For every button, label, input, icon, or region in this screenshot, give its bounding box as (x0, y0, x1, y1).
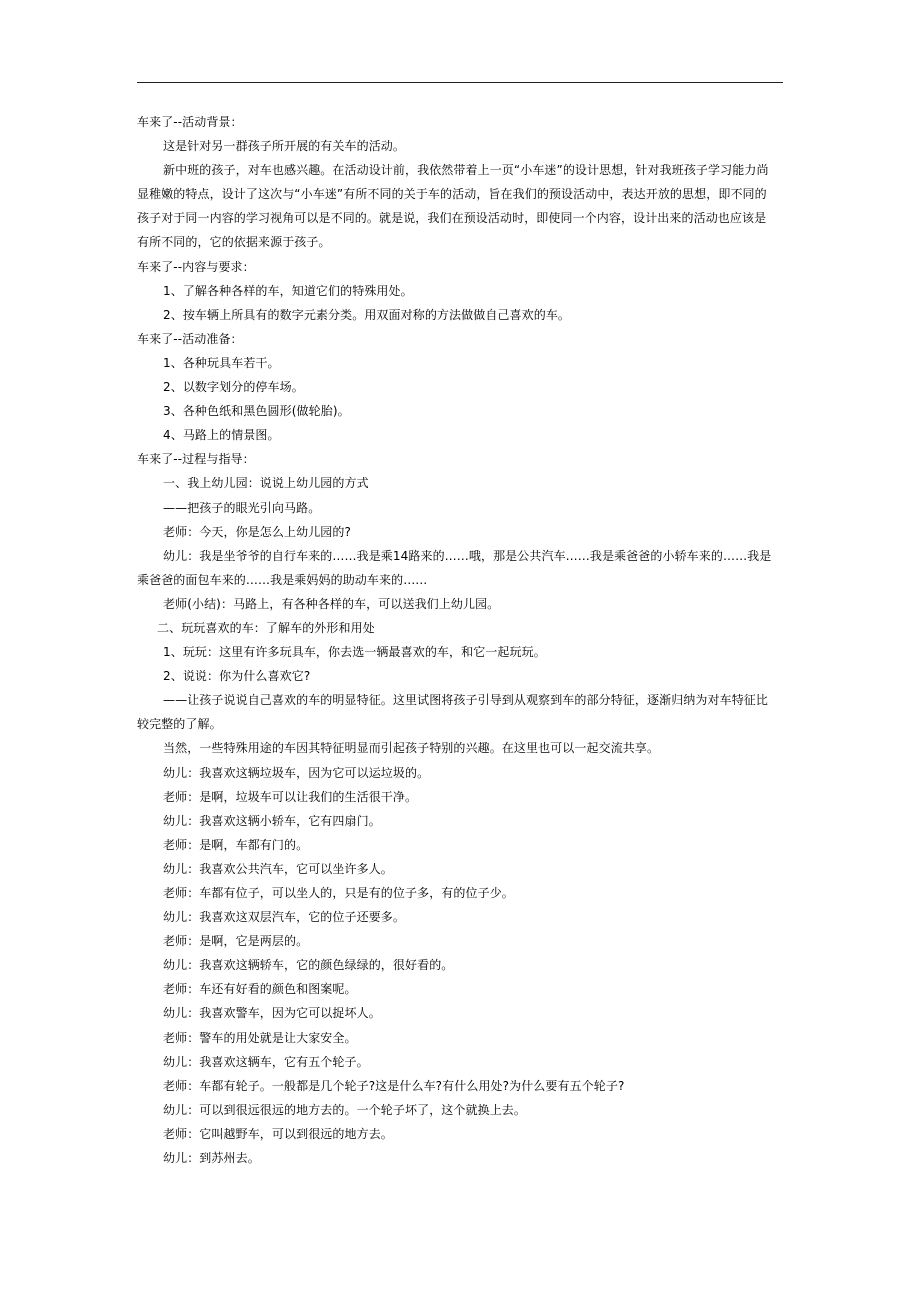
text-line: 一、我上幼儿园：说说上幼儿园的方式 (163, 476, 369, 491)
text-line: 孩子对于同一内容的学习视角可以是不同的。就是说，我们在预设活动时，即使同一个内容，设计出来的活动也应该是 (137, 211, 767, 226)
text-line: 3、各种色纸和黑色圆形(做轮胎)。 (163, 404, 350, 419)
text-line: 老师：警车的用处就是让大家安全。 (163, 1030, 357, 1045)
text-line: ——让孩子说说自己喜欢的车的明显特征。这里试图将孩子引导到从观察到车的部分特征，逐渐归纳为对车特征比 (163, 693, 769, 708)
text-line: 车来了--活动背景： (137, 115, 243, 129)
text-line: 幼儿：我是坐爷爷的自行车来的……我是乘14路来的……哦，那是公共汽车……我是乘爸爸的小轿车来的……我是 (163, 548, 772, 563)
text-line: 有所不同的，它的依据来源于孩子。 (137, 235, 331, 250)
text-line: 老师：今天，你是怎么上幼儿园的? (163, 524, 351, 539)
text-line: 车来了--内容与要求： (137, 259, 255, 274)
text-line: 老师(小结)：马路上，有各种各样的车，可以送我们上幼儿园。 (163, 596, 500, 611)
text-line: ——把孩子的眼光引向马路。 (163, 500, 321, 515)
text-line: 较完整的了解。 (137, 717, 222, 732)
text-line: 幼儿：可以到很远很远的地方去的。一个轮子坏了，这个就换上去。 (163, 1102, 527, 1117)
text-line: 车来了--过程与指导： (137, 452, 255, 467)
text-line: 新中班的孩子，对车也感兴趣。在活动设计前，我依然带着上一页“小车迷”的设计思想，针对我班孩子学习能力尚 (163, 163, 769, 178)
text-line: 幼儿：我喜欢这辆车，它有五个轮子。 (163, 1054, 369, 1069)
document-body (137, 110, 783, 1170)
text-line: 老师：是啊，它是两层的。 (163, 934, 309, 949)
text-line: 二、玩玩喜欢的车：了解车的外形和用处 (157, 620, 375, 635)
text-line: 2、按车辆上所具有的数字元素分类。用双面对称的方法做做自己喜欢的车。 (163, 307, 571, 322)
text-line: 1、玩玩：这里有许多玩具车，你去选一辆最喜欢的车，和它一起玩玩。 (163, 645, 546, 660)
text-line: 幼儿：我喜欢这辆垃圾车，因为它可以运垃圾的。 (163, 765, 430, 780)
text-line: 幼儿：我喜欢这双层汽车，它的位子还要多。 (163, 910, 406, 925)
text-line: 4、马路上的情景图。 (163, 428, 280, 443)
text-line: 幼儿：到苏州去。 (163, 1151, 260, 1166)
text-line: 幼儿：我喜欢公共汽车，它可以坐许多人。 (163, 861, 393, 876)
text-line: 1、各种玩具车若干。 (163, 355, 280, 370)
text-line: 老师：是啊，垃圾车可以让我们的生活很干净。 (163, 789, 418, 804)
text-line: 老师：车都有轮子。一般都是几个轮子?这是什么车?有什么用处?为什么要有五个轮子? (163, 1078, 625, 1093)
text-line: 1、了解各种各样的车，知道它们的特殊用处。 (163, 283, 413, 298)
text-line: 幼儿：我喜欢这辆轿车，它的颜色绿绿的，很好看的。 (163, 958, 454, 973)
text-line: 车来了--活动准备： (137, 331, 243, 346)
text-line: 老师：是啊，车都有门的。 (163, 837, 309, 852)
text-line: 幼儿：我喜欢警车，因为它可以捉坏人。 (163, 1006, 381, 1021)
text-line: 老师：车都有位子，可以坐人的，只是有的位子多，有的位子少。 (163, 886, 514, 900)
header-rule (137, 82, 783, 83)
text-line: 老师：它叫越野车，可以到很远的地方去。 (163, 1126, 393, 1141)
text-line: 这是针对另一群孩子所开展的有关车的活动。 (163, 139, 406, 154)
text-line: 老师：车还有好看的颜色和图案呢。 (163, 982, 357, 997)
text-line: 2、说说：你为什么喜欢它? (163, 669, 311, 684)
text-line: 显稚嫩的特点，设计了这次与“小车迷”有所不同的关于车的活动，旨在我们的预设活动中，表达开放的思想，即不同的 (137, 187, 767, 202)
text-line: 2、以数字划分的停车场。 (163, 380, 304, 395)
text-line: 幼儿：我喜欢这辆小轿车，它有四扇门。 (163, 813, 381, 828)
text-line: 当然，一些特殊用途的车因其特征明显而引起孩子特别的兴趣。在这里也可以一起交流共享。 (163, 741, 660, 756)
text-line: 乘爸爸的面包车来的……我是乘妈妈的助动车来的…… (137, 572, 428, 587)
